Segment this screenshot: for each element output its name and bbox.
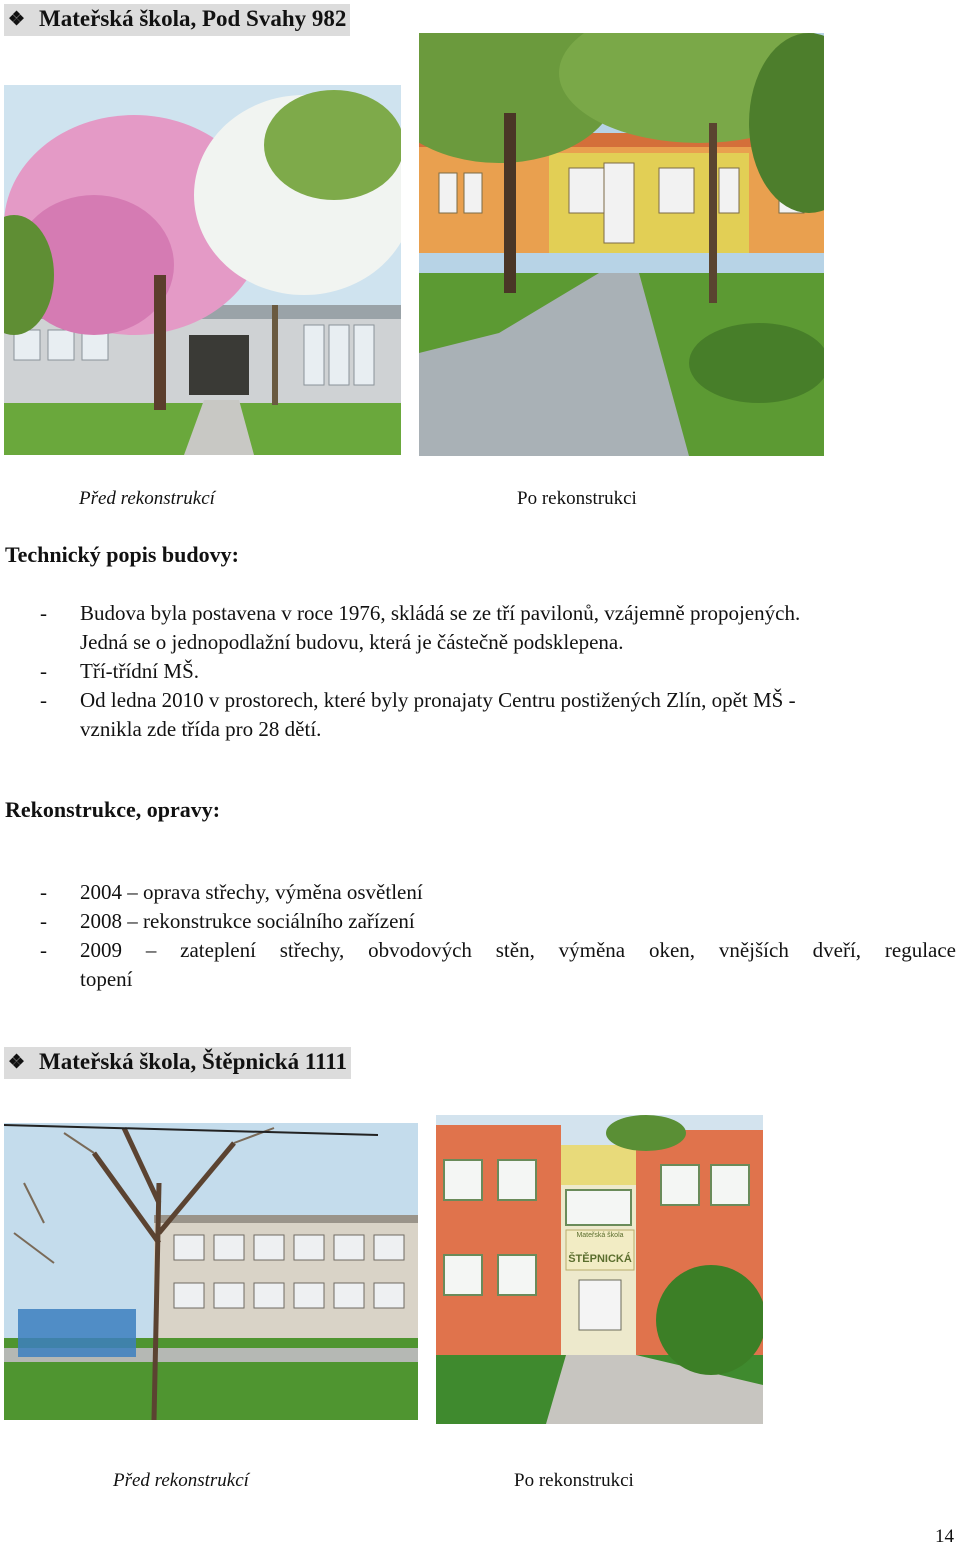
repairs-heading: Rekonstrukce, opravy: bbox=[5, 797, 221, 822]
dash: - bbox=[40, 601, 47, 625]
dash: - bbox=[40, 909, 47, 933]
diamond-bullet-icon: ❖ bbox=[8, 1052, 26, 1073]
item-line: topení bbox=[80, 967, 133, 991]
item-line: Budova byla postavena v roce 1976, skládá se ze tří pavilonů, vzájemně propojených. bbox=[80, 601, 801, 625]
list-item bbox=[40, 599, 956, 657]
page-number: 14 bbox=[935, 1526, 954, 1547]
school-sign bbox=[567, 1231, 633, 1266]
section-heading-pod-svahy bbox=[4, 4, 350, 36]
photo-stepnicka-after bbox=[436, 1115, 763, 1424]
photo-stepnicka-before bbox=[4, 1123, 418, 1420]
item-line: 2009 – zateplení střechy, obvodových stěn, výměna oken, vnějších dveří, regulace bbox=[80, 938, 956, 962]
caption-after: Po rekonstrukci bbox=[514, 1470, 634, 1491]
sign-small-text: Mateřská škola bbox=[576, 1232, 624, 1239]
caption-after: Po rekonstrukci bbox=[517, 488, 637, 509]
item-line: vznikla zde třída pro 28 dětí. bbox=[80, 717, 322, 741]
photo-pod-svahy-after bbox=[419, 33, 824, 456]
caption-before: Před rekonstrukcí bbox=[113, 1470, 249, 1491]
item-line: Jedná se o jednopodlažní budovu, která je částečně podsklepena. bbox=[80, 630, 624, 654]
sign-large-text: ŠTĚPNICKÁ bbox=[568, 1253, 632, 1265]
item-text bbox=[80, 657, 956, 686]
item-line: Tří-třídní MŠ. bbox=[80, 659, 199, 683]
diamond-bullet-icon: ❖ bbox=[8, 9, 26, 30]
item-text bbox=[80, 936, 956, 994]
dash: - bbox=[40, 880, 47, 904]
list-item bbox=[40, 936, 956, 994]
section-heading-stepnicka bbox=[4, 1047, 351, 1079]
photo-pod-svahy-before bbox=[4, 85, 401, 455]
list-item bbox=[40, 686, 956, 744]
dash: - bbox=[40, 688, 47, 712]
section-title: Mateřská škola, Pod Svahy 982 bbox=[39, 6, 347, 31]
technical-heading: Technický popis budovy: bbox=[5, 542, 239, 567]
item-line: Od ledna 2010 v prostorech, které byly pronajaty Centru postižených Zlín, opět MŠ - bbox=[80, 688, 796, 712]
dash: - bbox=[40, 659, 47, 683]
item-text bbox=[80, 878, 956, 907]
section-title: Mateřská škola, Štěpnická 1111 bbox=[39, 1049, 348, 1074]
item-line: 2008 – rekonstrukce sociálního zařízení bbox=[80, 909, 415, 933]
dash: - bbox=[40, 938, 47, 962]
caption-before: Před rekonstrukcí bbox=[79, 488, 215, 509]
item-text bbox=[80, 907, 956, 936]
list-item bbox=[40, 878, 956, 907]
item-line: 2004 – oprava střechy, výměna osvětlení bbox=[80, 880, 423, 904]
list-item bbox=[40, 907, 956, 936]
item-text bbox=[80, 686, 956, 744]
list-item bbox=[40, 657, 956, 686]
item-text bbox=[80, 599, 956, 657]
